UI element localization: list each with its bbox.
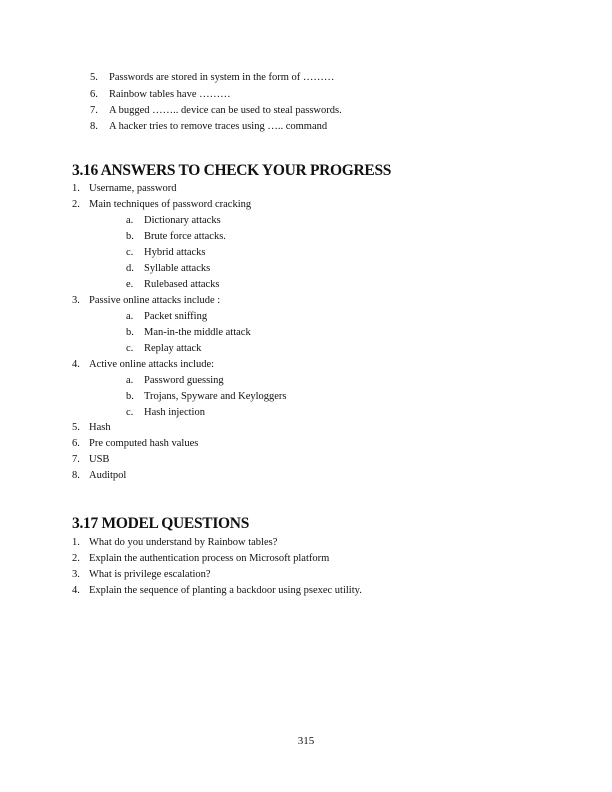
list-text: A hacker tries to remove traces using ….. command (109, 121, 328, 132)
list-item (72, 200, 251, 211)
list-text: What do you understand by Rainbow tables? (89, 537, 278, 548)
list-item (90, 122, 327, 133)
sub-list-letter: a. (126, 215, 134, 226)
sub-list-text: Syllable attacks (144, 263, 211, 274)
sub-list-item (126, 376, 224, 387)
list-number: 2. (72, 199, 80, 210)
sub-list-text: Password guessing (144, 375, 224, 386)
list-text: Rainbow tables have ……… (109, 89, 231, 100)
list-text: Explain the authentication process on Microsoft platform (89, 553, 330, 564)
list-text: Hash (89, 422, 111, 433)
sub-list-text: Trojans, Spyware and Keyloggers (144, 391, 287, 402)
list-item (72, 455, 109, 466)
sub-list-letter: c. (126, 343, 134, 354)
page-number: 315 (297, 735, 315, 747)
list-text: Active online attacks include: (89, 359, 215, 370)
list-item (90, 90, 231, 101)
list-item (72, 423, 111, 434)
sub-list-text: Replay attack (144, 343, 202, 354)
list-number: 4. (72, 359, 80, 370)
list-item (72, 570, 211, 581)
list-item (72, 360, 214, 371)
list-number: 5. (90, 72, 98, 83)
list-number: 1. (72, 183, 80, 194)
sub-list-item (126, 232, 226, 243)
sub-list-item (126, 312, 207, 323)
sub-list-letter: b. (126, 327, 134, 338)
list-item (72, 586, 362, 597)
sub-list-text: Hybrid attacks (144, 247, 206, 258)
list-number: 4. (72, 585, 80, 596)
sub-list-item (126, 264, 210, 275)
sub-list-letter: a. (126, 375, 134, 386)
list-number: 5. (72, 422, 80, 433)
list-number: 7. (90, 105, 98, 116)
sub-list-text: Man-in-the middle attack (144, 327, 251, 338)
list-text: Username, password (89, 183, 177, 194)
list-number: 2. (72, 553, 80, 564)
sub-list-text: Brute force attacks. (144, 231, 226, 242)
list-number: 6. (72, 438, 80, 449)
list-text: What is privilege escalation? (89, 569, 211, 580)
list-item (72, 554, 329, 565)
list-number: 8. (72, 470, 80, 481)
list-item (72, 439, 198, 450)
sub-list-item (126, 248, 206, 259)
sub-list-letter: d. (126, 263, 134, 274)
section-heading-answers: 3.16 ANSWERS TO CHECK YOUR PROGRESS (72, 162, 392, 179)
list-number: 3. (72, 569, 80, 580)
list-number: 7. (72, 454, 80, 465)
sub-list-text: Packet sniffing (144, 311, 208, 322)
sub-list-item (126, 344, 201, 355)
sub-list-letter: c. (126, 407, 134, 418)
list-text: Auditpol (89, 470, 127, 481)
sub-list-item (126, 280, 220, 291)
sub-list-letter: a. (126, 311, 134, 322)
list-item (72, 538, 277, 549)
list-item (72, 471, 126, 482)
list-item (90, 73, 334, 84)
sub-list-letter: c. (126, 247, 134, 258)
sub-list-letter: e. (126, 279, 134, 290)
list-number: 8. (90, 121, 98, 132)
list-number: 3. (72, 295, 80, 306)
list-text: Passive online attacks include : (89, 295, 221, 306)
section-heading-model-questions: 3.17 MODEL QUESTIONS (72, 515, 250, 532)
list-item (72, 296, 220, 307)
list-text: Explain the sequence of planting a backdoor using psexec utility. (89, 585, 362, 596)
list-text: Main techniques of password cracking (89, 199, 252, 210)
sub-list-text: Rulebased attacks (144, 279, 220, 290)
sub-list-letter: b. (126, 231, 134, 242)
list-text: A bugged …….. device can be used to steal passwords. (109, 105, 342, 116)
sub-list-letter: b. (126, 391, 134, 402)
sub-list-text: Hash injection (144, 407, 205, 418)
sub-list-item (126, 216, 221, 227)
list-text: Passwords are stored in system in the form of ……… (109, 72, 335, 83)
sub-list-item (126, 392, 287, 403)
list-item (72, 184, 176, 195)
list-item (90, 106, 342, 117)
list-number: 1. (72, 537, 80, 548)
list-number: 6. (90, 89, 98, 100)
list-text: Pre computed hash values (89, 438, 199, 449)
sub-list-item (126, 328, 251, 339)
list-text: USB (89, 454, 110, 465)
sub-list-item (126, 408, 205, 419)
sub-list-text: Dictionary attacks (144, 215, 221, 226)
